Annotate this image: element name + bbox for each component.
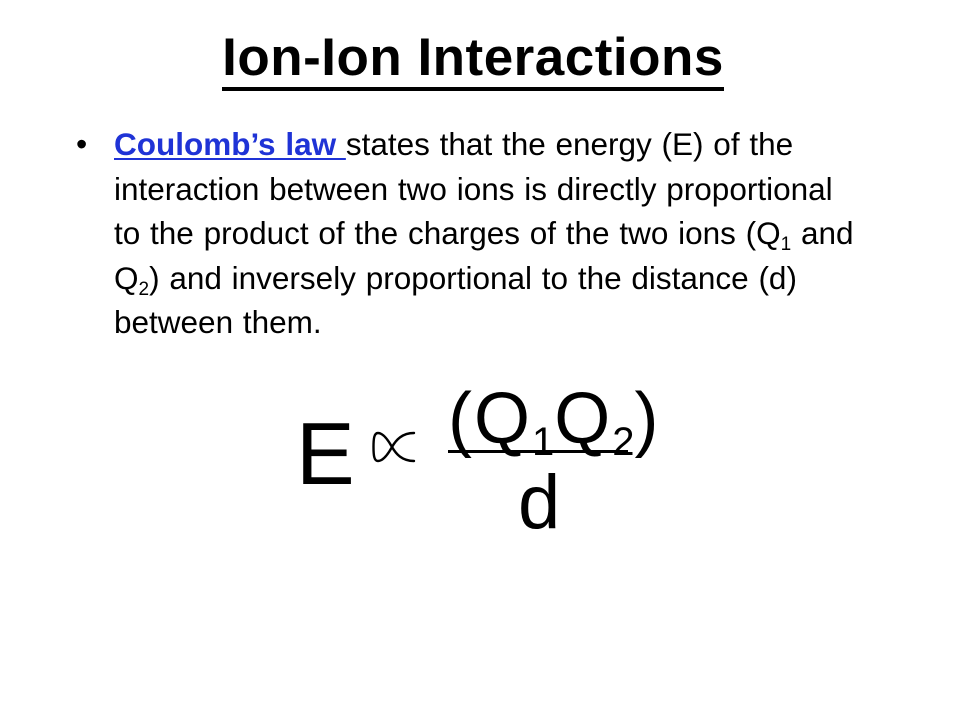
numerator-open: (Q bbox=[448, 379, 532, 459]
bullet-text-part-1: states that the energy (E) of the interaction between two ions is directly proportional to the product of the charges of the two ions (Q bbox=[114, 126, 833, 251]
numerator-q2: Q bbox=[554, 379, 613, 459]
formula-numerator bbox=[448, 374, 660, 487]
fraction-bar bbox=[448, 450, 628, 453]
subscript-2: 2 bbox=[138, 278, 150, 300]
bullet-text bbox=[114, 122, 854, 345]
formula-denominator: d bbox=[518, 460, 561, 545]
numerator-close: ) bbox=[634, 379, 661, 459]
bullet-text-part-3: ) and inversely proportional to the distance (d) between them. bbox=[114, 259, 797, 340]
bullet-text-part-2: and Q bbox=[114, 215, 854, 296]
subscript-1: 1 bbox=[780, 234, 792, 255]
numerator-subscript-1: 1 bbox=[531, 420, 555, 464]
numerator-subscript-2: 2 bbox=[612, 420, 635, 464]
proportional-to-icon bbox=[372, 430, 416, 464]
slide-title-text: Ion-Ion Interactions bbox=[222, 28, 724, 91]
slide-title bbox=[0, 22, 946, 94]
coulombs-law-link[interactable]: Coulomb’s law bbox=[114, 126, 346, 162]
formula-energy-symbol: E bbox=[296, 404, 355, 503]
bullet-marker: • bbox=[76, 126, 88, 162]
